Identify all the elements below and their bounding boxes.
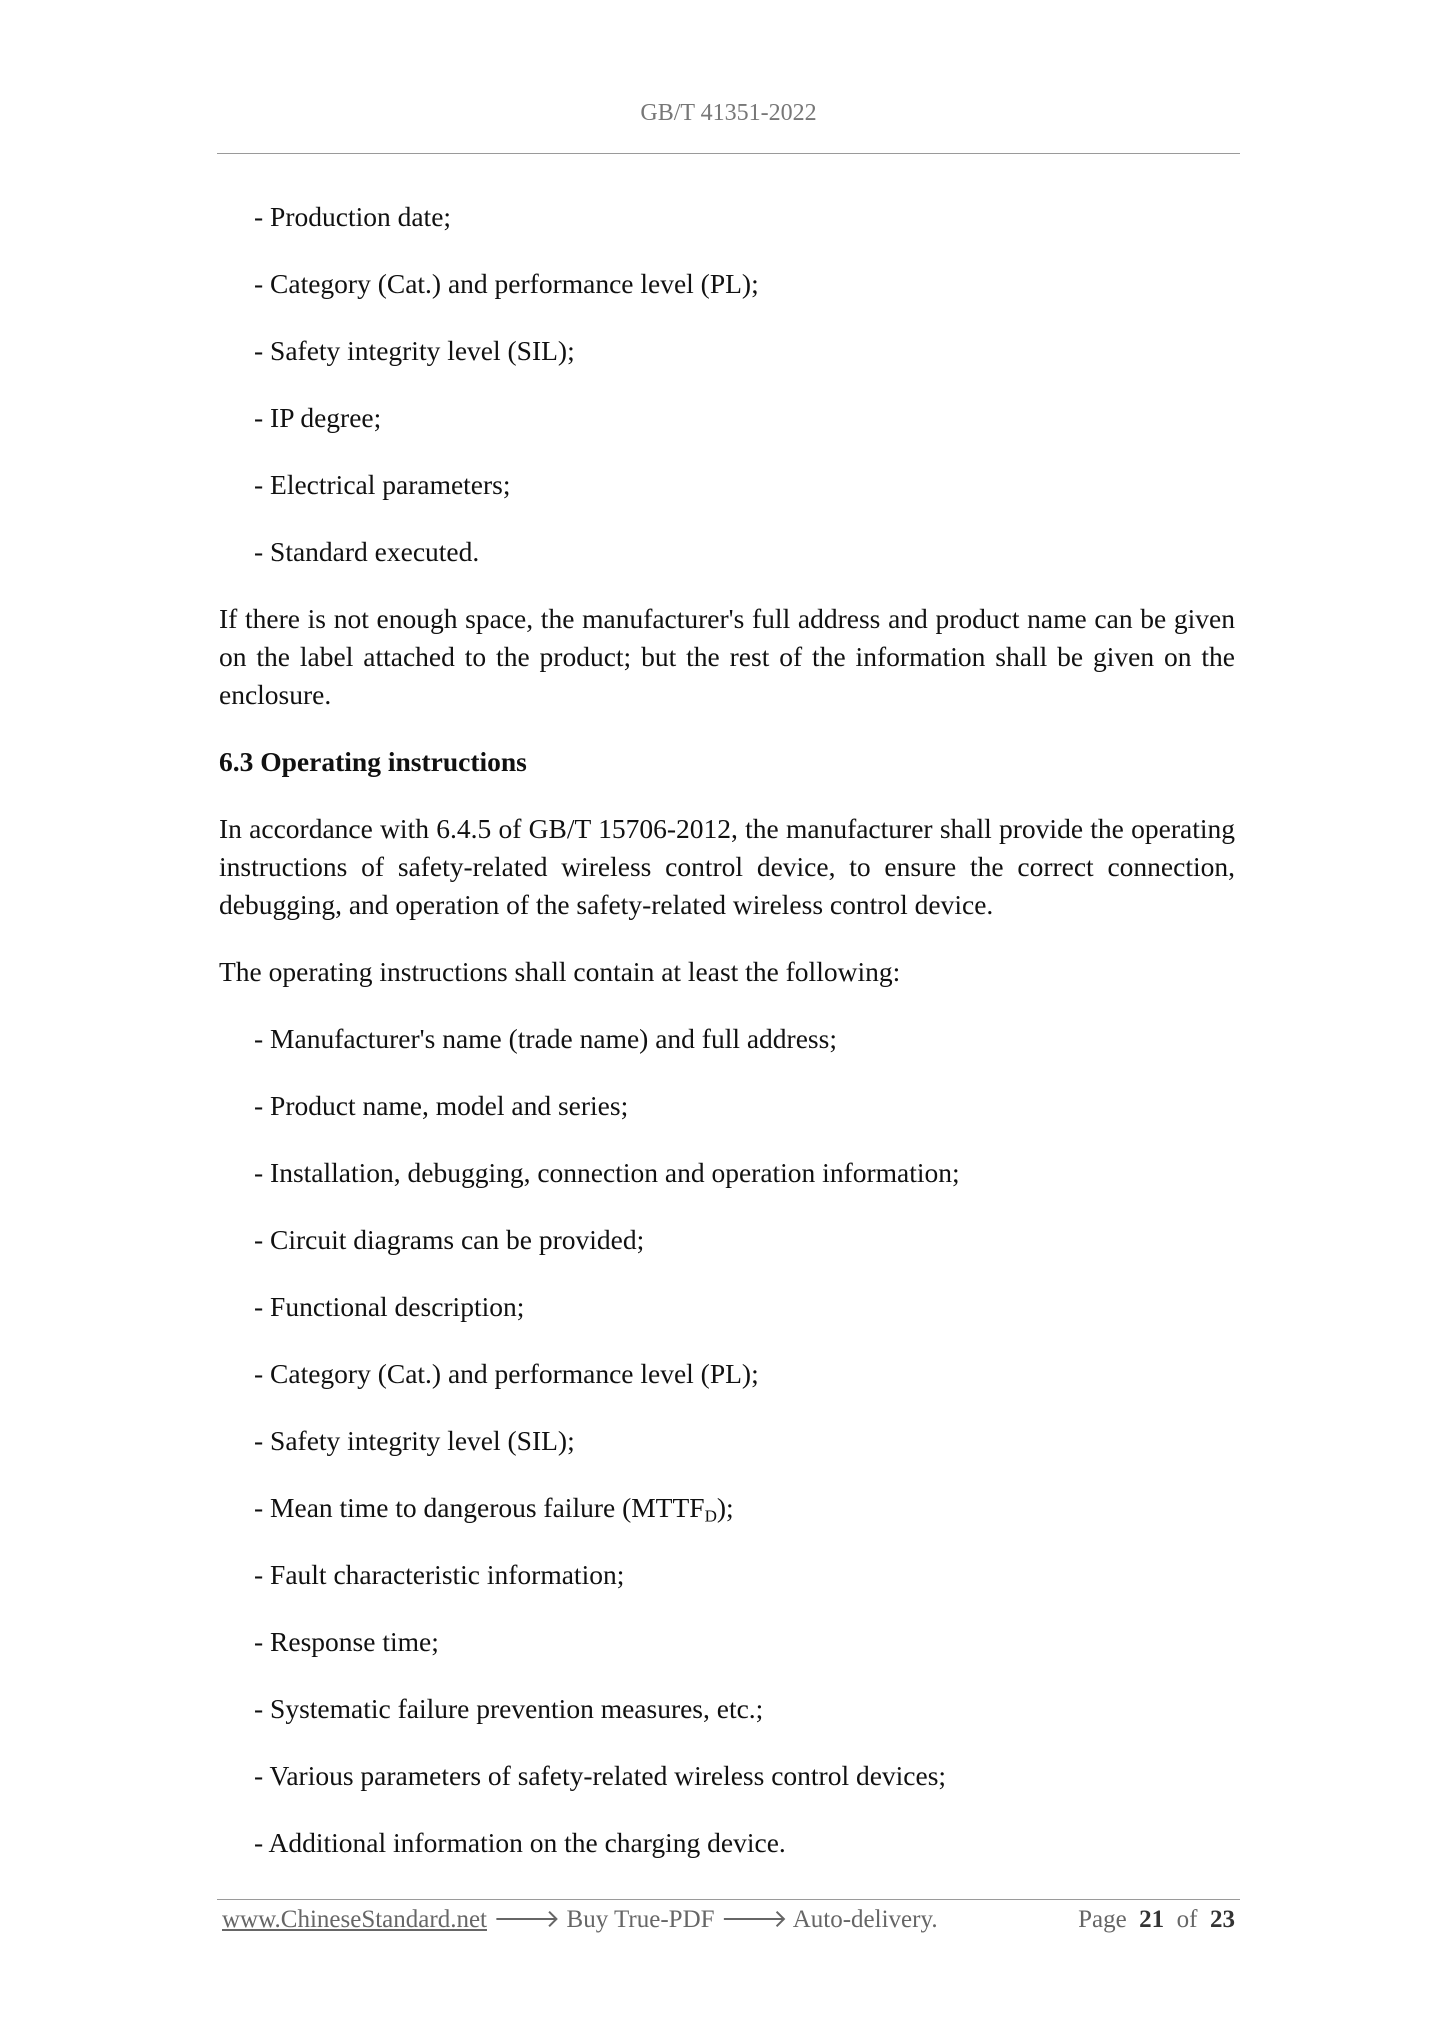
label-note-paragraph: If there is not enough space, the manufacturer's full address and product name can be given on the label attached to the product; but the rest of the information shall be given on the enclosure. xyxy=(219,603,1235,710)
website-link[interactable]: www.ChineseStandard.net xyxy=(222,1906,487,1933)
instruction-bullet: - Safety integrity level (SIL); xyxy=(254,1425,575,1456)
page-footer xyxy=(222,1904,1235,1934)
instruction-bullet: - Systematic failure prevention measures, etc.; xyxy=(254,1693,764,1724)
instruction-bullet: - Category (Cat.) and performance level (PL); xyxy=(254,1358,759,1389)
label-bullet: - Standard executed. xyxy=(254,536,480,567)
mttf-subscript: D xyxy=(704,1506,717,1526)
instruction-bullet: - Additional information on the charging device. xyxy=(254,1827,786,1858)
instruction-bullet: - Fault characteristic information; xyxy=(254,1559,625,1590)
delivery-text: Auto-delivery. xyxy=(792,1906,938,1933)
section-heading: 6.3 Operating instructions xyxy=(219,746,527,777)
mttf-suffix: ); xyxy=(716,1492,734,1523)
instruction-bullet: - Response time; xyxy=(254,1626,439,1657)
instruction-bullet: - Manufacturer's name (trade name) and full address; xyxy=(254,1023,837,1054)
instruction-bullet: - Product name, model and series; xyxy=(254,1090,629,1121)
page-header: GB/T 41351-2022 xyxy=(640,100,817,126)
instruction-bullet: - Various parameters of safety-related wireless control devices; xyxy=(254,1760,947,1791)
instruction-bullet-mttf xyxy=(254,1489,1235,1527)
page-total: 23 xyxy=(1210,1906,1235,1933)
page-content xyxy=(219,198,1235,1862)
instruction-bullet: - Installation, debugging, connection and operation information; xyxy=(254,1157,960,1188)
arrow-right-icon: 🡒 xyxy=(720,1906,788,1933)
of-word: of xyxy=(1176,1906,1198,1933)
label-bullet: - Electrical parameters; xyxy=(254,469,511,500)
page-number xyxy=(1078,1906,1235,1934)
section-paragraph: In accordance with 6.4.5 of GB/T 15706-2012, the manufacturer shall provide the operating instructions of safety-related wireless control device, to ensure the correct connection, debugging, and operation of the safety-related wireless control device. xyxy=(219,813,1235,920)
instruction-bullet: - Circuit diagrams can be provided; xyxy=(254,1224,645,1255)
footer-divider xyxy=(217,1899,1240,1900)
buy-text: Buy True-PDF xyxy=(566,1906,715,1933)
header-divider xyxy=(217,153,1240,154)
page-current: 21 xyxy=(1139,1906,1165,1933)
mttf-prefix: - Mean time to dangerous failure (MTTF xyxy=(254,1492,705,1523)
arrow-right-icon: 🡒 xyxy=(493,1906,561,1933)
label-bullet: - Production date; xyxy=(254,201,452,232)
instruction-bullet: - Functional description; xyxy=(254,1291,525,1322)
footer-promo xyxy=(222,1904,938,1934)
page-word: Page xyxy=(1078,1906,1127,1933)
contents-intro: The operating instructions shall contain at least the following: xyxy=(219,956,901,987)
label-bullet: - Safety integrity level (SIL); xyxy=(254,335,575,366)
label-bullet: - IP degree; xyxy=(254,402,382,433)
label-bullet: - Category (Cat.) and performance level (PL); xyxy=(254,268,759,299)
